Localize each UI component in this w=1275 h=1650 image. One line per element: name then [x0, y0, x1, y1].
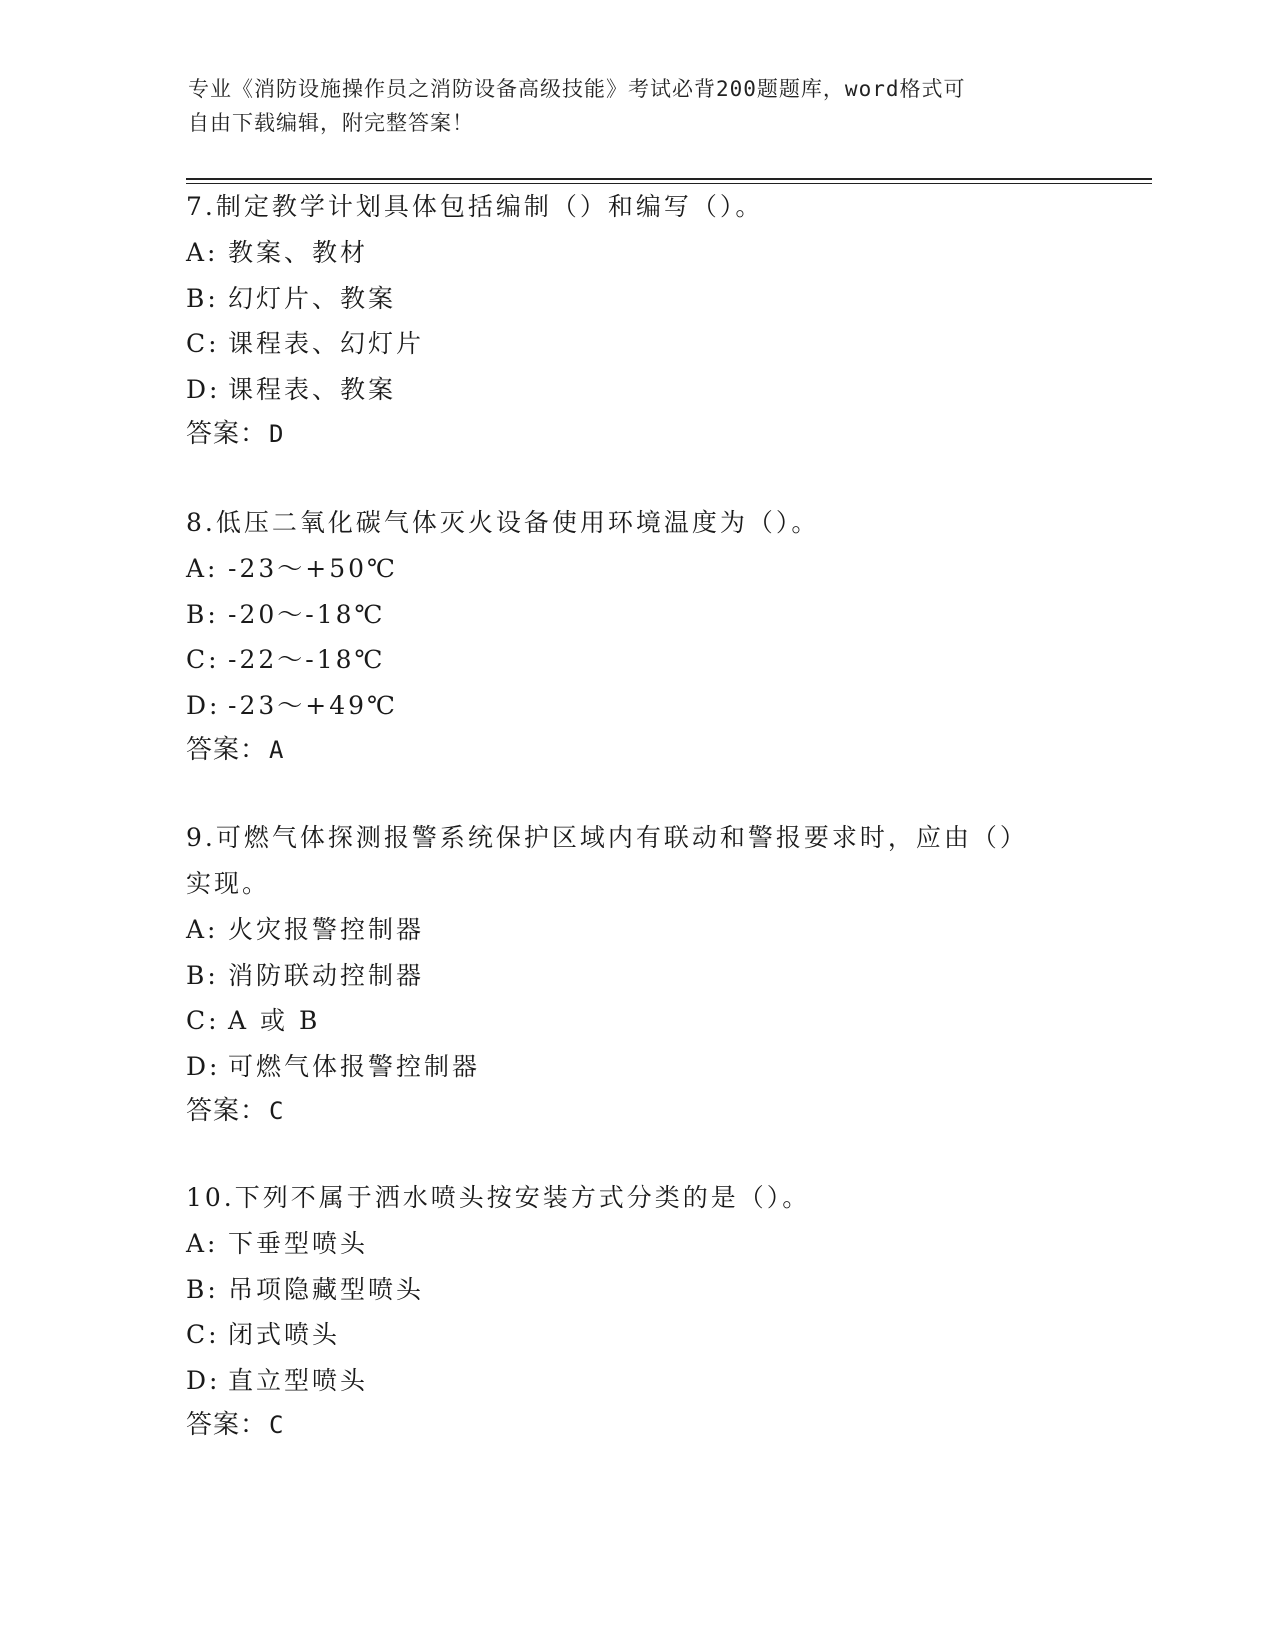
- answer-line: [186, 1089, 1066, 1134]
- question-stem: 低压二氧化碳气体灭火设备使用环境温度为（）。: [215, 508, 820, 537]
- option-text: 可燃气体报警控制器: [228, 1051, 481, 1081]
- header-line-2: 自由下载编辑，附完整答案！: [188, 111, 474, 135]
- option-d: [186, 1044, 1066, 1090]
- option-key: B:: [186, 599, 219, 629]
- answer-line: [186, 1403, 1066, 1448]
- question-number: 8.: [186, 508, 216, 537]
- question-stem: 制定教学计划具体包括编制（）和编写（）。: [215, 192, 764, 221]
- option-text: A 或 B: [228, 1006, 321, 1035]
- question-number: 10.: [186, 1183, 235, 1212]
- option-text: 吊项隐藏型喷头: [228, 1274, 425, 1304]
- question-stem-line-2: 实现。: [186, 869, 271, 898]
- option-key: C:: [186, 645, 220, 674]
- option-text: 下垂型喷头: [228, 1229, 369, 1258]
- answer-label: 答案：: [186, 1096, 268, 1126]
- option-b: [186, 953, 1066, 999]
- option-text: 直立型喷头: [228, 1365, 369, 1395]
- option-text: -20～-18℃: [228, 599, 386, 629]
- option-c: [186, 998, 1066, 1044]
- option-text: 闭式喷头: [228, 1320, 341, 1349]
- option-d: [186, 1358, 1066, 1404]
- option-key: B:: [186, 960, 219, 990]
- document-header: [188, 72, 1068, 140]
- answer-value: C: [269, 1097, 285, 1125]
- option-b: [186, 1267, 1066, 1313]
- option-key: A:: [186, 238, 219, 267]
- option-b: [186, 592, 1066, 638]
- option-key: A:: [186, 1229, 219, 1258]
- answer-value: C: [269, 1411, 285, 1439]
- option-c: [186, 637, 1066, 683]
- answer-line: [186, 412, 1066, 457]
- question-block: [186, 500, 1066, 773]
- option-key: D:: [186, 1365, 221, 1395]
- option-key: C:: [186, 329, 220, 358]
- option-text: -23～+49℃: [228, 690, 398, 720]
- option-a: [186, 230, 1066, 276]
- answer-label: 答案：: [186, 419, 268, 449]
- question-text: [186, 184, 1066, 230]
- option-a: [186, 907, 1066, 953]
- question-number: 9.: [186, 823, 216, 852]
- answer-value: A: [269, 736, 285, 764]
- option-key: C:: [186, 1320, 220, 1349]
- question-number: 7.: [186, 192, 216, 221]
- answer-label: 答案：: [186, 1410, 268, 1440]
- option-d: [186, 367, 1066, 413]
- option-text: 教案、教材: [228, 238, 369, 267]
- answer-line: [186, 728, 1066, 773]
- question-block: [186, 1175, 1066, 1448]
- option-text: 课程表、幻灯片: [228, 329, 425, 358]
- option-text: 课程表、教案: [228, 374, 397, 404]
- option-key: B:: [186, 1274, 219, 1304]
- option-key: A:: [186, 915, 219, 944]
- option-a: [186, 1221, 1066, 1267]
- question-text: [186, 1175, 1066, 1221]
- option-c: [186, 1312, 1066, 1358]
- option-text: -23～+50℃: [228, 554, 398, 583]
- header-divider-thick: [186, 178, 1152, 180]
- question-text: [186, 500, 1066, 546]
- option-key: D:: [186, 1051, 221, 1081]
- option-b: [186, 276, 1066, 322]
- option-text: 消防联动控制器: [228, 960, 425, 990]
- option-key: D:: [186, 690, 221, 720]
- option-text: 幻灯片、教案: [228, 283, 397, 313]
- question-block: [186, 184, 1066, 457]
- answer-label: 答案：: [186, 735, 268, 765]
- question-text: [186, 815, 1066, 907]
- option-key: D:: [186, 374, 221, 404]
- header-line-1: 专业《消防设施操作员之消防设备高级技能》考试必背200题题库，word格式可: [188, 77, 966, 101]
- option-key: B:: [186, 283, 219, 313]
- answer-value: D: [269, 420, 285, 448]
- question-stem-line-1: 可燃气体探测报警系统保护区域内有联动和警报要求时，应由（）: [215, 823, 1028, 852]
- question-stem: 下列不属于洒水喷头按安装方式分类的是（）。: [234, 1183, 811, 1212]
- option-a: [186, 546, 1066, 592]
- option-key: A:: [186, 554, 219, 583]
- option-text: 火灾报警控制器: [228, 915, 425, 944]
- option-c: [186, 321, 1066, 367]
- option-d: [186, 683, 1066, 729]
- option-key: C:: [186, 1006, 220, 1035]
- question-block: [186, 815, 1066, 1134]
- option-text: -22～-18℃: [228, 645, 386, 674]
